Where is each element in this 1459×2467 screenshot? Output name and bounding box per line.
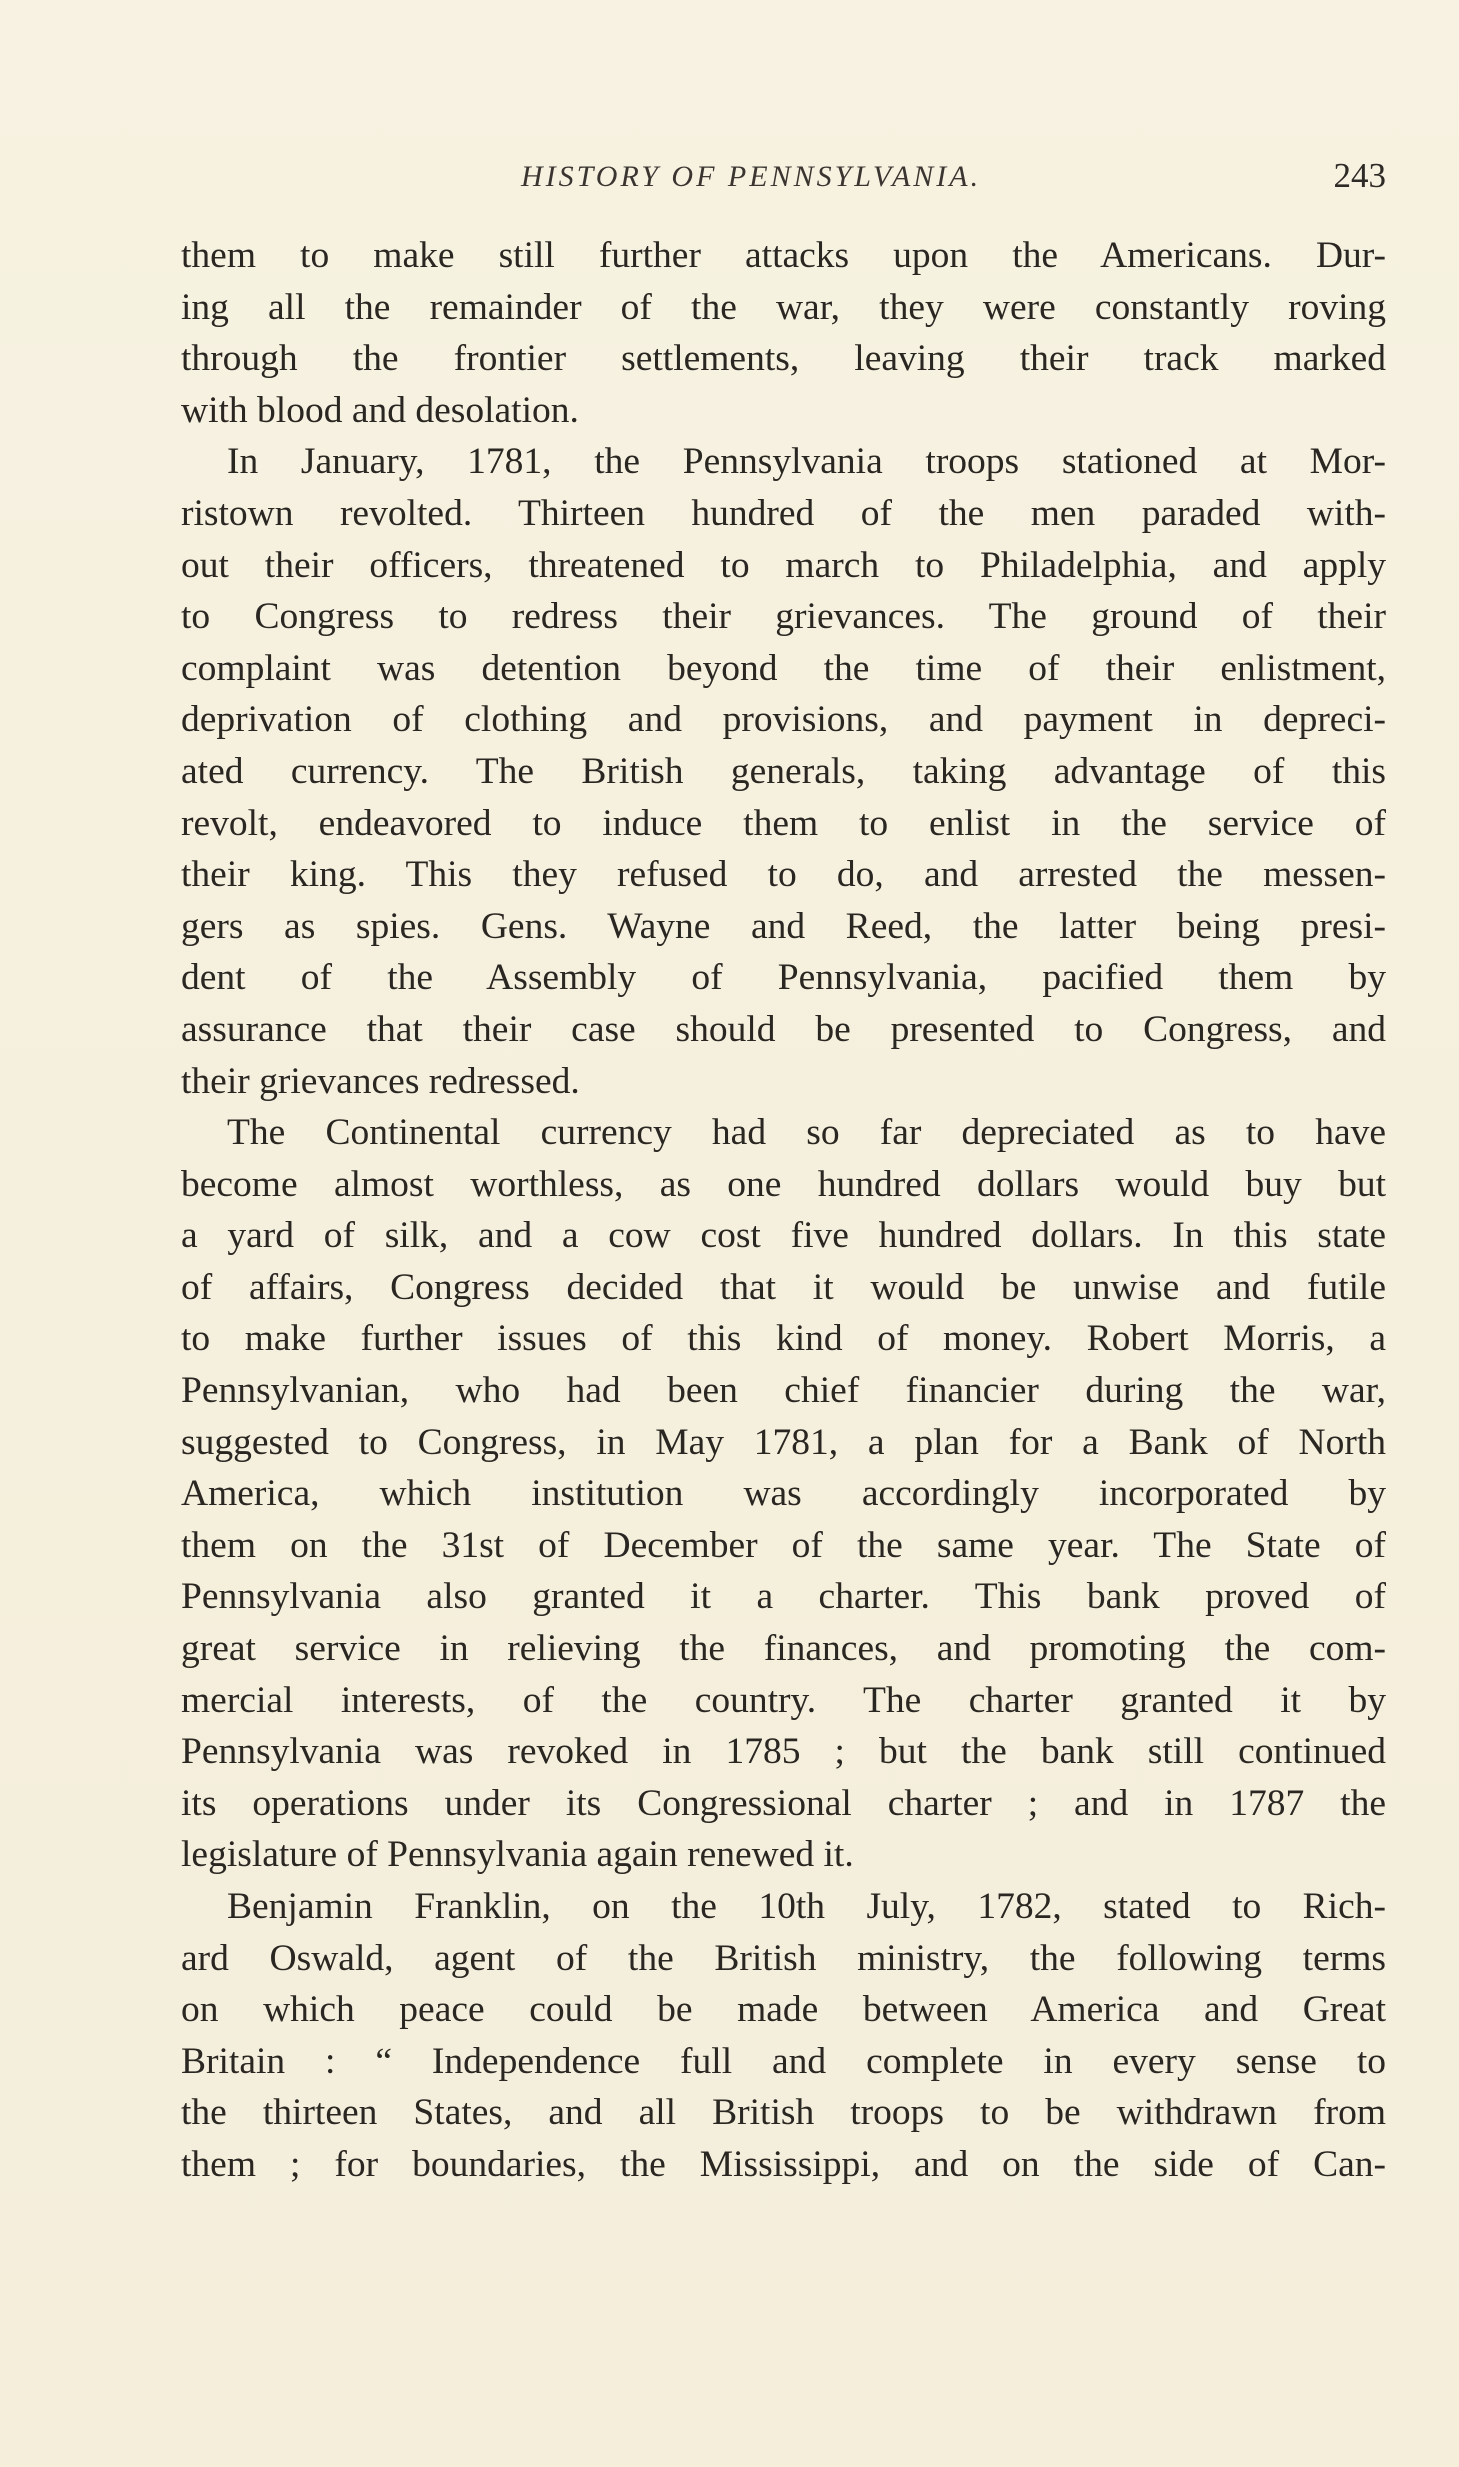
- text-line: them ; for boundaries, the Mississippi, and on the side of Can-: [181, 2143, 1386, 2185]
- text-line: out their officers, threatened to march to Philadelphia, and apply: [181, 544, 1386, 586]
- text-line: Benjamin Franklin, on the 10th July, 1782, stated to Rich-: [227, 1886, 1386, 1927]
- paragraph: [181, 436, 1386, 1107]
- text-line: the thirteen States, and all British troops to be withdrawn from: [181, 2092, 1386, 2134]
- text-line: them to make still further attacks upon the Americans. Dur-: [181, 235, 1386, 276]
- text-line: suggested to Congress, in May 1781, a plan for a Bank of North: [181, 1421, 1386, 1463]
- text-line: with blood and desolation.: [181, 389, 579, 431]
- text-line: Pennsylvania also granted it a charter. This bank proved of: [181, 1576, 1386, 1618]
- text-line: deprivation of clothing and provisions, and payment in depreci-: [181, 699, 1386, 741]
- text-line: complaint was detention beyond the time of their enlistment,: [181, 647, 1386, 689]
- text-line: their king. This they refused to do, and arrested the messen-: [181, 854, 1386, 896]
- running-head-title: HISTORY OF PENNSYLVANIA.: [521, 160, 982, 193]
- text-line: ard Oswald, agent of the British ministry, the following terms: [181, 1937, 1386, 1979]
- text-line: on which peace could be made between America and Great: [181, 1989, 1386, 2031]
- text-line: assurance that their case should be presented to Congress, and: [181, 1008, 1386, 1050]
- paragraph: [181, 1881, 1386, 2191]
- text-line: become almost worthless, as one hundred dollars would buy but: [181, 1163, 1386, 1205]
- text-line: great service in relieving the finances, and promoting the com-: [181, 1628, 1386, 1670]
- text-line: their grievances redressed.: [181, 1060, 580, 1102]
- text-line: revolt, endeavored to induce them to enlist in the service of: [181, 802, 1386, 844]
- text-line: gers as spies. Gens. Wayne and Reed, the latter being presi-: [181, 905, 1386, 947]
- text-line: The Continental currency had so far depreciated as to have: [227, 1112, 1386, 1154]
- text-line: ing all the remainder of the war, they were constantly roving: [181, 286, 1386, 328]
- text-line: dent of the Assembly of Pennsylvania, pacified them by: [181, 957, 1386, 999]
- text-line: to make further issues of this kind of money. Robert Morris, a: [181, 1318, 1386, 1360]
- text-line: ated currency. The British generals, taking advantage of this: [181, 750, 1386, 792]
- paragraph: [181, 1107, 1386, 1881]
- text-line: Pennsylvania was revoked in 1785 ; but the bank still continued: [181, 1731, 1386, 1773]
- text-line: Pennsylvanian, who had been chief financier during the war,: [181, 1370, 1386, 1412]
- text-line: them on the 31st of December of the same year. The State of: [181, 1524, 1386, 1566]
- text-line: to Congress to redress their grievances. The ground of their: [181, 596, 1386, 638]
- text-line: its operations under its Congressional charter ; and in 1787 the: [181, 1782, 1386, 1824]
- text-line: a yard of silk, and a cow cost five hundred dollars. In this state: [181, 1215, 1386, 1257]
- body-text: [181, 230, 1386, 2191]
- text-line: mercial interests, of the country. The charter granted it by: [181, 1679, 1386, 1721]
- text-line: In January, 1781, the Pennsylvania troops stationed at Mor-: [227, 441, 1386, 483]
- text-line: ristown revolted. Thirteen hundred of the men paraded with-: [181, 492, 1386, 534]
- text-line: America, which institution was accordingly incorporated by: [181, 1473, 1386, 1515]
- paragraph: [181, 230, 1386, 436]
- text-line: legislature of Pennsylvania again renewed it.: [181, 1834, 854, 1876]
- running-head: [181, 156, 1386, 204]
- text-line: of affairs, Congress decided that it would be unwise and futile: [181, 1266, 1386, 1308]
- text-line: through the frontier settlements, leaving their track marked: [181, 338, 1386, 380]
- page-number: 243: [1333, 156, 1386, 195]
- text-line: Britain : “ Independence full and complete in every sense to: [181, 2040, 1386, 2082]
